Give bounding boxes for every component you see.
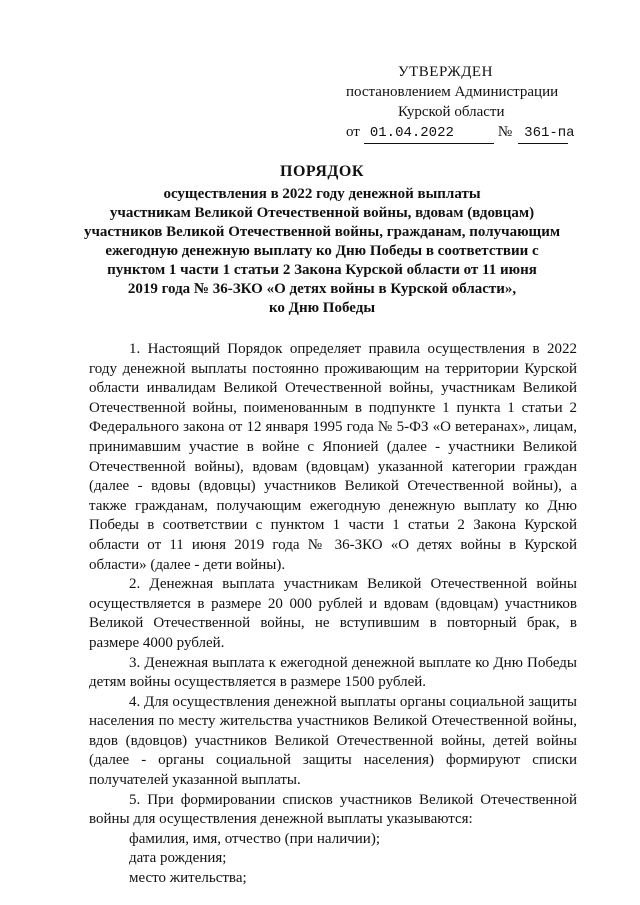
approval-date-prefix: от: [346, 124, 360, 140]
subtitle-line: участников Великой Отечественной войны, гражданам, получающим: [83, 224, 561, 240]
subtitle-line: ежегодную денежную выплату ко Дню Победы в соответствии с: [105, 243, 539, 259]
list-item: место жительства;: [129, 870, 247, 887]
paragraph-1: 1. Настоящий Порядок определяет правила осуществления в 2022 году денежной выплаты постоянно проживающим на территории Курской области инвалидам Великой Отечественной войны, участникам Великой Отечественной войны, поименованным в подпункте 1 пункта 1 статьи 2 Федерального закона от 12 января 1995 года № 5-ФЗ «О ветеранах», лицам, принимавшим участие в войне с Японией (далее - участники Великой Отечественной войны), вдовам (вдовцам) указанной категории граждан (далее - вдовы (вдовцы) участников Великой Отечественной войны), а также гражданам, получающим ежегодную денежную выплату ко Дню Победы в соответствии с пунктом 1 части 1 статьи 2 Закона Курской области от 11 июня 2019 года № 36-ЗКО «О детях войны в Курской области» (далее - дети войны).: [89, 341, 577, 573]
subtitle-line: участникам Великой Отечественной войны, вдовам (вдовцам): [109, 205, 535, 221]
approval-date-row: [346, 122, 575, 144]
document-body: [89, 340, 577, 889]
paragraph-4: 4. Для осуществления денежной выплаты органы социальной защиты населения по месту жительства участников Великой Отечественной войны, вдов (вдовцов) участников Великой Отечественной войны, детей войны (далее - органы социальной защиты населения) формируют списки получателей указанной выплаты.: [89, 693, 577, 789]
document-title: ПОРЯДОК: [280, 163, 364, 180]
subtitle-line: 2019 года № 36-ЗКО «О детях войны в Курской области»,: [127, 281, 517, 297]
subtitle-line: осуществления в 2022 году денежной выплаты: [163, 186, 481, 202]
list-item: фамилия, имя, отчество (при наличии);: [129, 830, 380, 847]
approval-stamp: [346, 62, 575, 144]
document-heading: [80, 162, 564, 318]
approval-line-1: постановлением Администрации: [346, 84, 559, 100]
paragraph-5: 5. При формировании списков участников Великой Отечественной войны для осуществления денежной выплаты указываются:: [89, 791, 577, 828]
list-item: дата рождения;: [129, 850, 227, 867]
approval-date: 01.04.2022: [364, 123, 494, 144]
approval-title: УТВЕРЖДЕН: [398, 64, 493, 80]
approval-number-prefix: №: [497, 124, 513, 140]
paragraph-2: 2. Денежная выплата участникам Великой Отечественной войны осуществляется в размере 20 000 рублей и вдовам (вдовцам) участников Великой Отечественной войны, не вступившим в повторный брак, в размере 4000 рублей.: [89, 576, 577, 651]
subtitle-line: ко Дню Победы: [268, 300, 376, 316]
approval-line-2: Курской области: [398, 104, 505, 120]
approval-number: 361-па: [518, 123, 568, 144]
paragraph-3: 3. Денежная выплата к ежегодной денежной выплате ко Дню Победы детям войны осуществляется в размере 1500 рублей.: [89, 654, 577, 691]
subtitle-line: пунктом 1 части 1 статьи 2 Закона Курской области от 11 июня: [107, 262, 537, 278]
